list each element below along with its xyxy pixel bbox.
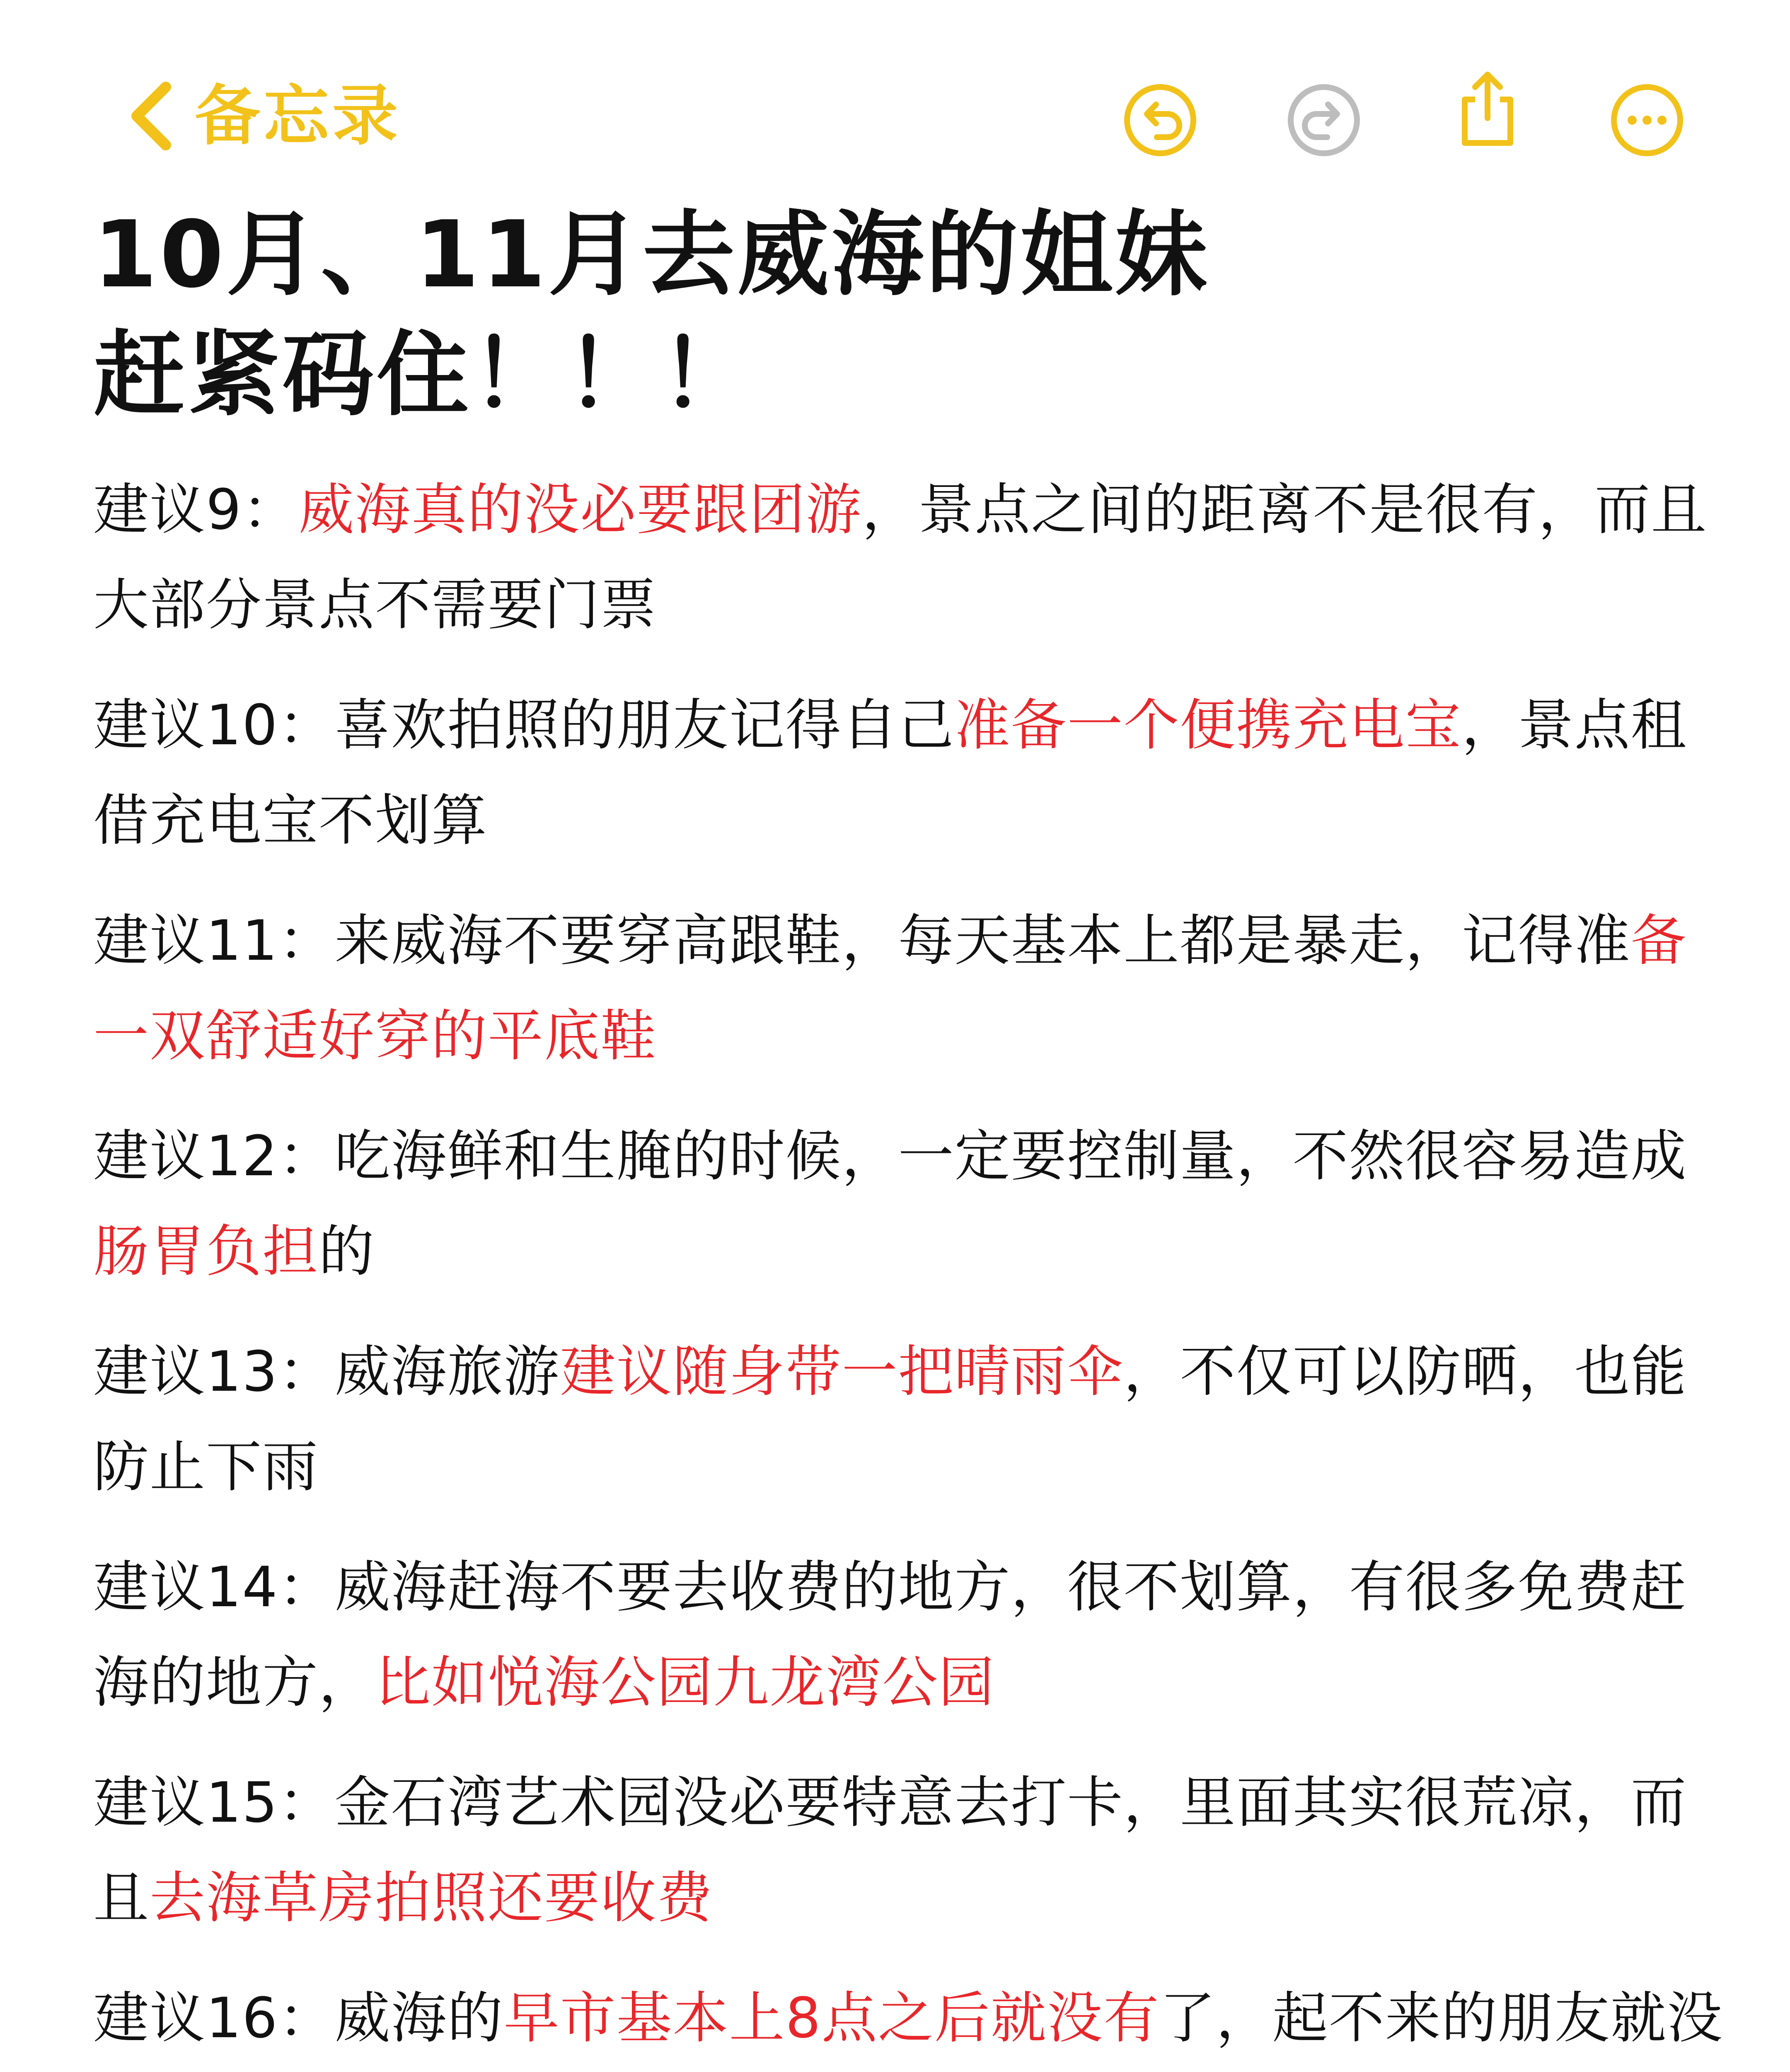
note-item [93,1324,1734,1515]
item-label: 建议13： [93,1339,335,1404]
item-label: 建议16： [93,1986,335,2050]
undo-button[interactable] [1119,79,1202,162]
highlighted-text: 去海草房拍照还要收费 [150,1866,714,1930]
highlighted-text: 准备一个便携充电宝 [954,693,1462,758]
undo-icon [1119,79,1202,162]
item-text: 的 [319,1219,375,1284]
more-button[interactable] [1606,79,1688,162]
navigation-bar [0,0,1790,174]
note-title-line-1: 10月、11月去威海的姐妹 [93,201,1209,308]
note-item [93,462,1734,653]
item-text: 威海旅游 [334,1339,560,1404]
item-text: 金石湾艺术园没必要特意去打卡，里面其实很荒凉，而且 [93,1770,1687,1930]
item-text: ，景点之间的距离不是很有，而且大部分景点不需要门票 [93,477,1708,637]
item-label: 建议15： [93,1770,335,1835]
highlighted-text: 威海真的没必要跟团游 [298,477,862,542]
note-item [93,1539,1734,1730]
redo-icon [1282,79,1365,162]
highlighted-text: 早市基本上8点之后就没有 [503,1986,1160,2050]
item-text: ，景点租借充电宝不划算 [93,693,1687,853]
note-item [93,893,1734,1084]
highlighted-text: 备一双舒适好穿的平底鞋 [93,908,1687,1068]
item-text: 喜欢拍照的朋友记得自己 [334,693,955,758]
note-item [93,1755,1734,1946]
share-icon [1446,66,1529,149]
highlighted-text: 比如悦海公园九龙湾公园 [375,1650,995,1715]
back-label: 备忘录 [195,78,401,154]
share-button[interactable] [1446,66,1529,149]
item-label: 建议14： [93,1555,335,1619]
chevron-left-icon [124,81,178,151]
note-body[interactable] [93,462,1734,2072]
item-text: 了，起不来的朋友就没 [1159,1986,1723,2050]
item-label: 建议9： [93,477,299,542]
note-title-line-2: 赶紧码住！！！ [93,322,755,428]
item-text: 威海赶海不要去收费的地方，很不划算，有很多免费赶海的地方， [93,1555,1687,1715]
more-icon [1606,79,1688,162]
item-text: 来威海不要穿高跟鞋，每天基本上都是暴走，记得准 [334,908,1631,973]
back-button[interactable] [124,75,401,157]
note-item [93,678,1734,868]
highlighted-text: 建议随身带一把晴雨伞 [560,1339,1124,1404]
item-text: ，不仅可以防晒，也能防止下雨 [93,1339,1687,1499]
note-item [93,1970,1734,2072]
note-title [93,195,1709,435]
redo-button[interactable] [1282,79,1365,162]
item-label: 建议12： [93,1124,335,1188]
item-text: 吃海鲜和生腌的时候，一定要控制量，不然很容易造成 [334,1124,1687,1188]
item-label: 建议10： [93,693,335,758]
item-text: 威海的 [334,1986,504,2050]
note-item [93,1109,1734,1299]
highlighted-text: 肠胃负担 [93,1219,319,1284]
item-label: 建议11： [93,908,335,973]
